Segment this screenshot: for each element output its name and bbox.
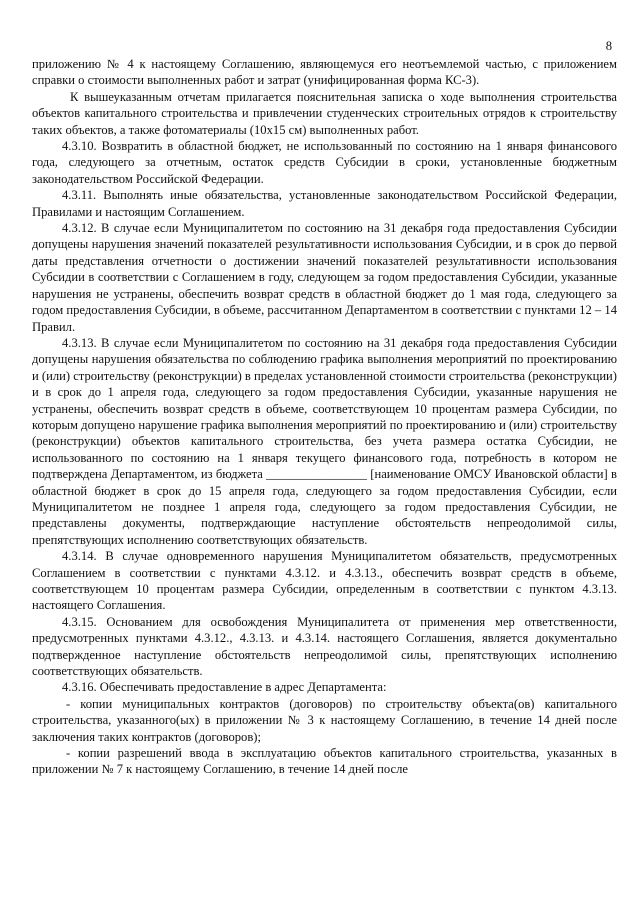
- paragraph-continuation: приложению № 4 к настоящему Соглашению, являющемуся его неотъемлемой частью, с приложением справки о стоимости выполненных работ и затрат (унифицированная форма КС-3).: [32, 57, 617, 88]
- paragraph-4-3-16: 4.3.16. Обеспечивать предоставление в адрес Департамента:: [62, 680, 387, 695]
- paragraph-4-3-14: 4.3.14. В случае одновременного нарушения Муниципалитетом обязательств, предусмотренных Соглашением в соответствии с пунктами 4.3.12. и 4.3.13., обеспечить возврат средств в объеме, соответствующем 10 процентам размера Субсидии, определенным в соответствии с пунктом 4.3.13. настоящего Соглашения.: [32, 549, 617, 613]
- list-item-permits: - копии разрешений ввода в эксплуатацию объектов капитального строительства, указанных в приложении № 7 к настоящему Соглашению, в течение 14 дней после: [32, 746, 617, 777]
- list-item-contracts: - копии муниципальных контрактов (договоров) по строительству объекта(ов) капитального строительства, указанного(ых) в приложении № 3 к настоящему Соглашению, в течение 14 дней после заключения таких контрактов (договоров);: [32, 696, 617, 744]
- paragraph-4-3-11: 4.3.11. Выполнять иные обязательства, установленные законодательством Российской Федерации, Правилами и настоящим Соглашением.: [32, 188, 617, 219]
- paragraph-4-3-10: 4.3.10. Возвратить в областной бюджет, не использованный по состоянию на 1 января финансового года, следующего за отчетным, остаток средств Субсидии в сроки, установленные бюджетным законодательством Российской Федерации.: [32, 139, 617, 186]
- document-body: [32, 56, 617, 778]
- paragraph-4-3-13: 4.3.13. В случае если Муниципалитетом по состоянию на 31 декабря года предоставления Субсидии допущены нарушения обязательства по соблюдению графика выполнения мероприятий по проектированию и (или) строительству (реконструкции) в пределах установленной стоимости строительства (реконструкции) и в срок до 1 апреля года, следующего за годом предоставления Субсидии, указанные нарушения не устранены, обеспечить возврат средств в объеме, соответствующем 10 процентам размера Субсидии, по которым допущено нарушение графика выполнения мероприятий по проектированию и (или) строительству (реконструкции) объектов капитального строительства, без учета размера остатка Субсидии, не использованного по состоянию на 1 января текущего финансового года, потребность в котором не подтверждена Департаментом, из бюджета ________________ [наименование ОМСУ Ивановской области] в областной бюджет в срок до 15 апреля года, следующего за годом предоставления Субсидии, если Муниципалитетом не позднее 1 апреля года, следующего за годом предоставления Субсидии, не представлены документы, подтверждающие наступление обстоятельств непреодолимой силы, препятствующих исполнению соответствующих обязательств.: [32, 335, 617, 547]
- paragraph-4-3-12: 4.3.12. В случае если Муниципалитетом по состоянию на 31 декабря года предоставления Субсидии допущены нарушения значений показателей результативности использования Субсидии, и в срок до первой даты представления отчетности о достижении значений показателей результативности использования Субсидии в соответствии с Соглашением в году, следующем за годом предоставления Субсидии, указанные нарушения не устранены, обеспечить возврат средств в областной бюджет до 1 мая года, следующего за годом предоставления Субсидии, в объеме, рассчитанном Департаментом в соответствии с пунктами 12 – 14 Правил.: [32, 221, 617, 334]
- paragraph-4-3-15: 4.3.15. Основанием для освобождения Муниципалитета от применения мер ответственности, предусмотренных пунктами 4.3.12., 4.3.13. и 4.3.14. настоящего Соглашения, является документально подтвержденное наступление обстоятельств непреодолимой силы, препятствующих исполнению соответствующих обязательств.: [32, 614, 617, 679]
- page-number: 8: [605, 39, 612, 53]
- paragraph-explanatory-note: К вышеуказанным отчетам прилагается пояснительная записка о ходе выполнения строительства объектов капитального строительства и привлечении студенческих строительных отрядов к строительству таких объектов, а также фотоматериалы (10х15 см) выполненных работ.: [32, 89, 617, 137]
